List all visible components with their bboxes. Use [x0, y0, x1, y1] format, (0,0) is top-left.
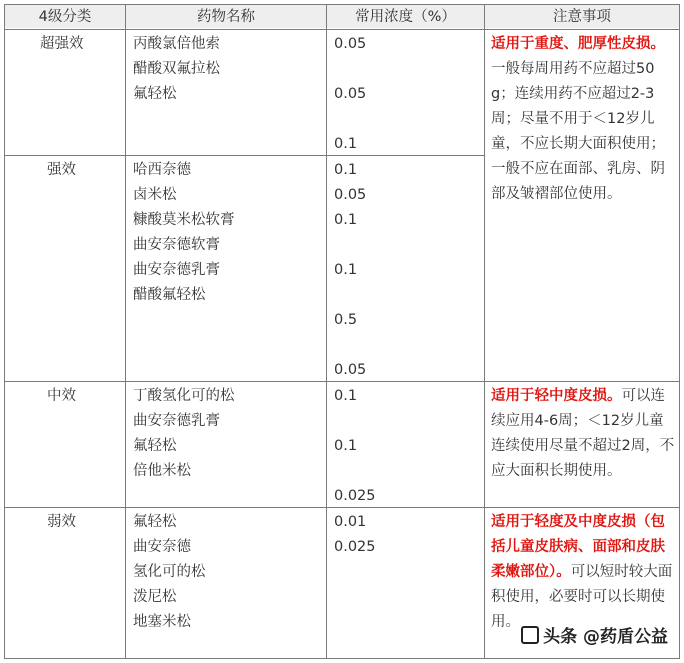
header-category: 4级分类 [38, 9, 92, 25]
grid-vline [4, 4, 5, 659]
concentration-value: 0.1 [334, 388, 358, 404]
grid-hline [4, 658, 680, 659]
concentration-value: 0.05 [334, 36, 367, 52]
drug-name: 氟轻松 [133, 86, 177, 102]
concentration-value: 0.5 [334, 312, 358, 328]
drug-name: 曲安奈德 [133, 539, 191, 555]
concentration-value: 0.1 [334, 438, 358, 454]
grid-hline [4, 155, 485, 156]
drug-name: 氟轻松 [133, 514, 177, 530]
category-moderate: 中效 [47, 388, 76, 404]
notes-detail: 一般每周用药不应超过50g；连续用药不应超过2-3周；尽量不用于＜12岁儿童，不应长期大面积使用；一般不应在面部、乳房、阴部及皱褶部位使用。 [491, 61, 665, 202]
notes-cell-mild [491, 510, 677, 635]
drug-name: 丁酸氢化可的松 [133, 388, 235, 404]
concentration-value: 0.1 [334, 136, 358, 152]
concentration-value: 0.1 [334, 162, 358, 178]
grid-vline [326, 4, 327, 659]
grid-hline [4, 4, 680, 5]
notes-detail: 可以连续应用4-6周；＜12岁儿童连续使用尽量不超过2周，不应大面积长期使用。 [491, 388, 675, 479]
notes-cell-super-potent [491, 32, 677, 207]
header-drug-name: 药物名称 [197, 9, 255, 25]
notes-detail: 可以短时较大面积使用，必要时可以长期使用。 [491, 564, 673, 630]
concentration-value: 0.01 [334, 514, 367, 530]
drug-name: 曲安奈德乳膏 [133, 413, 220, 429]
category-super-potent: 超强效 [40, 36, 84, 52]
header-notes: 注意事项 [553, 9, 611, 25]
drug-name: 醋酸氟轻松 [133, 287, 206, 303]
notes-cell-moderate [491, 384, 677, 484]
category-potent: 强效 [47, 162, 76, 178]
drug-name: 泼尼松 [133, 589, 177, 605]
drug-name: 地塞米松 [133, 614, 191, 630]
concentration-value: 0.1 [334, 262, 358, 278]
concentration-value: 0.1 [334, 212, 358, 228]
drug-name: 氢化可的松 [133, 564, 206, 580]
concentration-value: 0.05 [334, 362, 367, 378]
drug-name: 卤米松 [133, 187, 177, 203]
watermark-icon [521, 626, 539, 644]
grid-vline [679, 4, 680, 659]
drug-name: 曲安奈德乳膏 [133, 262, 220, 278]
watermark [521, 622, 668, 647]
concentration-value: 0.05 [334, 187, 367, 203]
category-mild: 弱效 [47, 514, 76, 530]
concentration-value: 0.025 [334, 539, 376, 555]
header-concentration: 常用浓度（%） [355, 9, 456, 25]
drug-name: 丙酸氯倍他索 [133, 36, 220, 52]
grid-hline [4, 29, 680, 30]
notes-indication: 适用于轻度及中度皮损（包括儿童皮肤病、面部和皮肤柔嫩部位）。 [491, 514, 665, 580]
grid-vline [125, 4, 126, 659]
grid-vline [484, 4, 485, 659]
concentration-value: 0.05 [334, 86, 367, 102]
concentration-value: 0.025 [334, 488, 376, 504]
notes-indication: 适用于轻中度皮损。 [491, 388, 622, 404]
drug-name: 氟轻松 [133, 438, 177, 454]
drug-name: 糠酸莫米松软膏 [133, 212, 235, 228]
drug-name: 哈西奈德 [133, 162, 191, 178]
notes-indication: 适用于重度、肥厚性皮损。 [491, 36, 665, 52]
watermark-text: 头条 @药盾公益 [543, 627, 668, 647]
drug-name: 曲安奈德软膏 [133, 237, 220, 253]
drug-name: 倍他米松 [133, 463, 191, 479]
drug-name: 醋酸双氟拉松 [133, 61, 220, 77]
